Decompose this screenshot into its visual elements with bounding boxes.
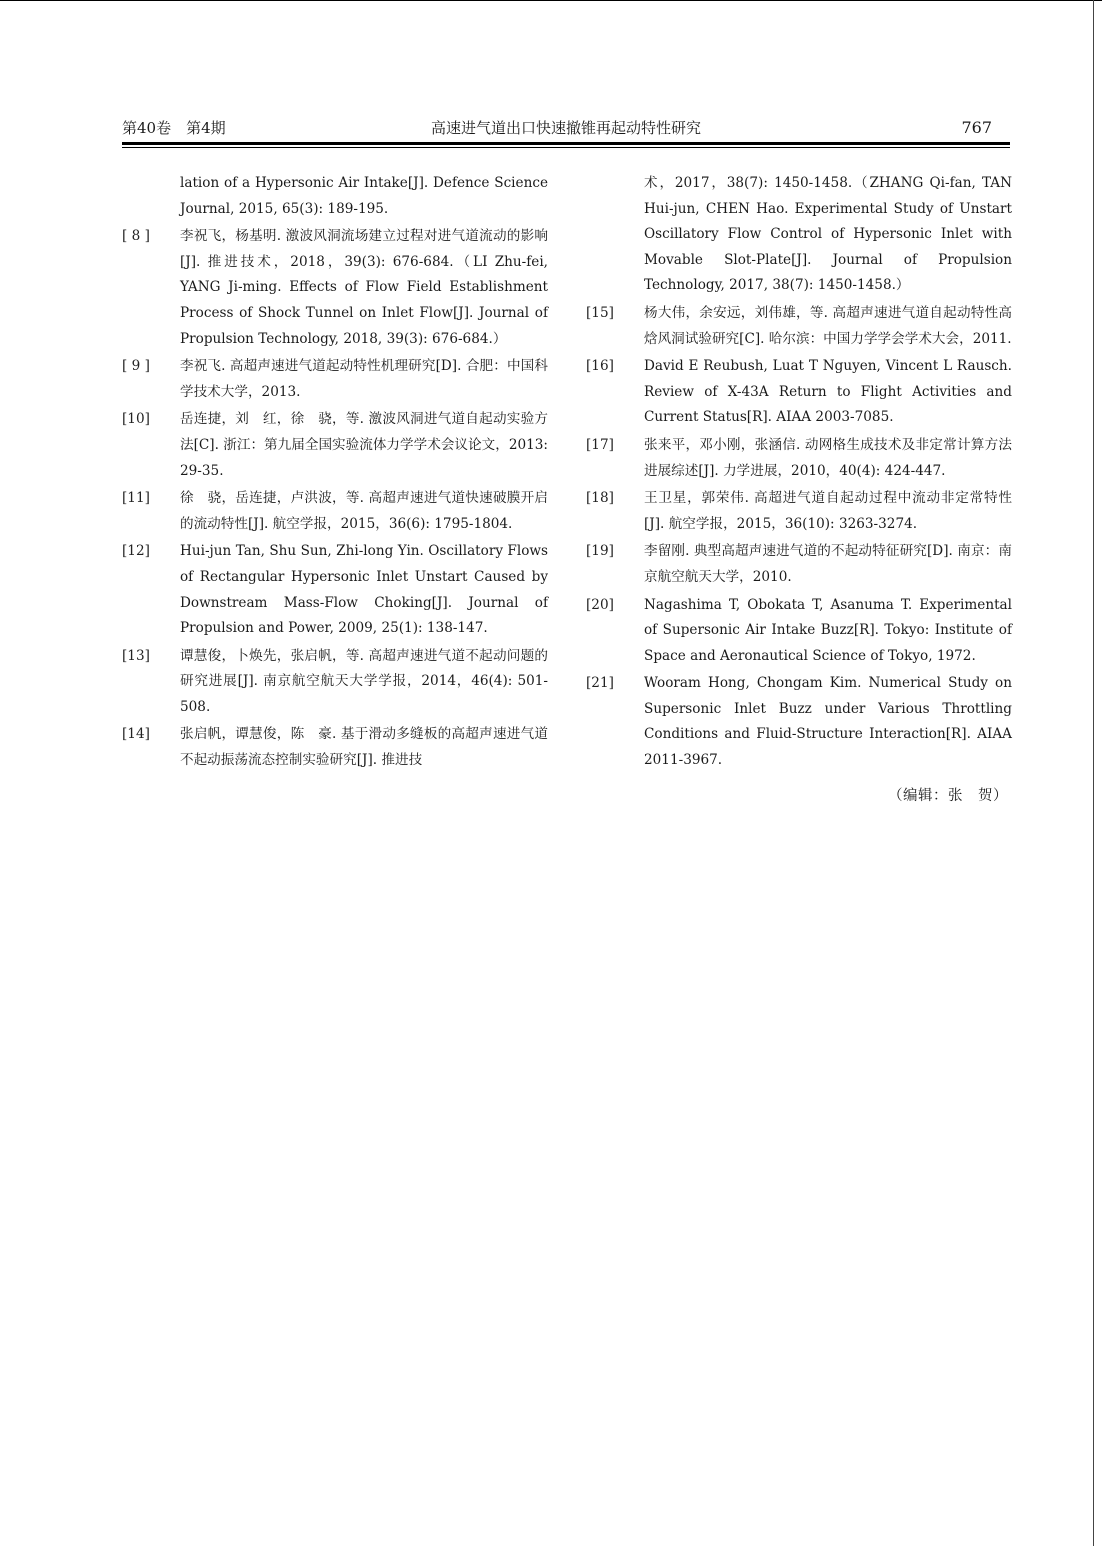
reference-text: 李祝飞，杨基明. 激波风洞流场建立过程对进气道流动的影响[J]. 推进技术，2018，39(3): 676-684.（LI Zhu-fei, YANG Ji-ming. Effects of Flow Field Establishment Process of Shock Tunnel on Inlet Flow[J]. Journal of Propulsion Technology, 2018, 39(3): 676-684.） [180, 228, 548, 347]
reference-text: David E Reubush, Luat T Nguyen, Vincent L Rausch. Review of X-43A Return to Flight Activities and Current Status[R]. AIAA 2003-7085. [644, 358, 1012, 426]
reference-number: [ 8 ] [122, 228, 150, 245]
editor-note: （编辑：张 贺） [888, 787, 1008, 804]
reference-item [586, 539, 1012, 590]
volume-issue: 第40卷 第4期 [122, 119, 226, 137]
page-number: 767 [961, 118, 992, 137]
reference-number: [15] [586, 304, 614, 321]
reference-text: 徐 骁，岳连捷，卢洪波，等. 高超声速进气道快速破膜开启的流动特性[J]. 航空学报，2015，36(6): 1795-1804. [180, 490, 548, 532]
reference-text: 谭慧俊，卜焕先，张启帆，等. 高超声速进气道不起动问题的研究进展[J]. 南京航空航天大学学报，2014，46(4): 501-508. [180, 647, 548, 715]
header-rule-thick [122, 142, 1010, 145]
reference-text: 张启帆，谭慧俊，陈 豪. 基于滑动多缝板的高超声速进气道不起动振荡流态控制实验研究[J]. 推进技 [180, 726, 548, 769]
running-header [122, 116, 1010, 140]
references-left-column [122, 171, 548, 776]
reference-item [122, 722, 548, 773]
reference-item [122, 407, 548, 484]
reference-number: [18] [586, 490, 614, 507]
reference-number: [13] [122, 647, 150, 664]
reference-number: [14] [122, 726, 150, 743]
reference-text: 李祝飞. 高超声速进气道起动特性机理研究[D]. 合肥：中国科学技术大学，2013. [180, 358, 548, 400]
reference-text: 杨大伟，余安远，刘伟雄，等. 高超声速进气道自起动特性高焓风洞试验研究[C]. 哈尔滨：中国力学学会学术大会，2011. [644, 304, 1012, 347]
reference-number: [12] [122, 543, 150, 560]
reference-text: 岳连捷，刘 红，徐 骁，等. 激波风洞进气道自起动实验方法[C]. 浙江：第九届全国实验流体力学学术会议论文，2013: 29-35. [180, 411, 548, 479]
reference-text: lation of a Hypersonic Air Intake[J]. Defence Science Journal, 2015, 65(3): 189-195. [180, 175, 548, 217]
reference-item [586, 301, 1012, 352]
reference-item [586, 671, 1012, 773]
references-right-column [586, 171, 1012, 809]
reference-item [122, 539, 548, 641]
reference-item [586, 354, 1012, 431]
reference-number: [19] [586, 543, 614, 560]
reference-text: 术，2017，38(7): 1450-1458.（ZHANG Qi-fan, TAN Hui-jun, CHEN Hao. Experimental Study of Unstart Oscillatory Flow Control of Hypersonic Inlet with Movable Slot-Plate[J]. Journal of Propulsion Technology, 2017, 38(7): 1450-1458.） [644, 175, 1012, 294]
reference-number: [21] [586, 675, 614, 692]
reference-text: Hui-jun Tan, Shu Sun, Zhi-long Yin. Oscillatory Flows of Rectangular Hypersonic Inlet Unstart Caused by Downstream Mass-Flow Choking[J]. Journal of Propulsion and Power, 2009, 25(1): 138-147. [180, 543, 548, 637]
reference-item [122, 354, 548, 405]
reference-number: [16] [586, 358, 614, 375]
reference-number: [10] [122, 411, 150, 428]
reference-text: 张来平，邓小刚，张涵信. 动网格生成技术及非定常计算方法进展综述[J]. 力学进展，2010，40(4): 424-447. [644, 436, 1012, 479]
reference-item [122, 644, 548, 721]
reference-item [122, 486, 548, 537]
reference-number: [20] [586, 596, 614, 613]
reference-item [586, 486, 1012, 537]
reference-text: 李留刚. 典型高超声速进气道的不起动特征研究[D]. 南京：南京航空航天大学，2010. [644, 543, 1012, 585]
reference-item [122, 224, 548, 352]
reference-number: [ 9 ] [122, 358, 150, 375]
running-title: 高速进气道出口快速撤锥再起动特性研究 [430, 119, 701, 137]
reference-item [586, 433, 1012, 484]
reference-item [586, 171, 1012, 299]
reference-number: [17] [586, 436, 614, 453]
reference-item [122, 171, 548, 222]
reference-text: Wooram Hong, Chongam Kim. Numerical Study on Supersonic Inlet Buzz under Various Throttling Conditions and Fluid-Structure Interaction[R]. AIAA 2011-3967. [644, 675, 1012, 769]
reference-item [586, 593, 1012, 670]
header-rule-thin [122, 147, 1010, 148]
reference-number: [11] [122, 490, 150, 507]
reference-text: 王卫星，郭荣伟. 高超进气道自起动过程中流动非定常特性[J]. 航空学报，2015，36(10): 3263-3274. [644, 490, 1012, 532]
page-top-border [0, 0, 1102, 1]
reference-text: Nagashima T, Obokata T, Asanuma T. Experimental of Supersonic Air Intake Buzz[R]. Tokyo: Institute of Space and Aeronautical Science of Tokyo, 1972. [644, 596, 1012, 664]
page-right-border [1093, 0, 1094, 1546]
